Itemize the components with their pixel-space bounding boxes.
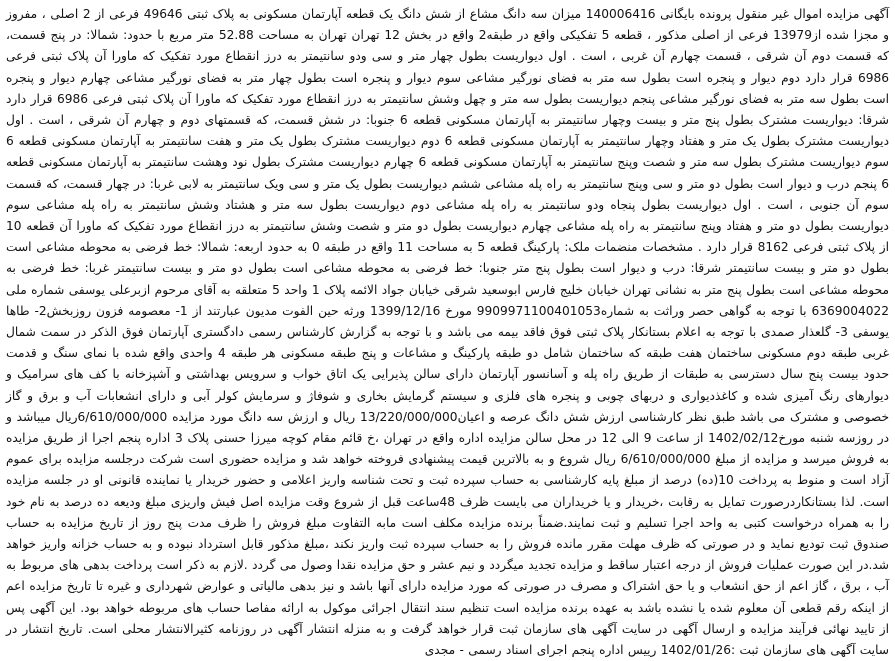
auction-notice-body: آگهی مزایده اموال غیر منقول پرونده بایگانی 140006416 میزان سه دانگ مشاع از شش دانگ یک قطعه آپارتمان مسکونی به پلاک ثبتی 49646 فرعی از 2 اصلی ، مفروز و مجزا شده از13979 فرعی از اصلی مذکور ، قطعه 5 تفکیکی واقع در طبقه2 واقع در بخش 12 تهران تهران به مساحت 52.88 متر مربع با حدود: شمالا: در پنج قسمت، که قسمت دوم آن شرقی ، قسمت چهارم آن غربی ، است . اول دیواریست بطول چهار متر و سی ودو سانتیمتر به درز انقطاع مورد تفکیک که ماورا آن پلاک ثبتی فرعی 6986 قرار دارد دوم دیوار و پنجره است بطول سه متر به فضای نورگیر مشاعی سوم دیوار و پنجره است بطول چهار متر به فضای نورگیر مشاعی چهارم دیوار و پنجره است بطول سه متر به فضای نورگیر مشاعی پنجم دیواریست بطول سه متر و چهل وشش سانتیمتر به درز انقطاع مورد تفکیک که ماورا آن پلاک ثبتی فرعی 6986 قرار دارد شرقا: دیواریست مشترک بطول پنج متر و بیست وچهار سانتیمتر به آپارتمان مسکونی قطعه 6 جنوبا: در شش قسمت، که قسمتهای دوم و چهارم آن شرقی ، است . اول دیواریست مشترک بطول یک متر و هفتاد وچهار سانتیمتر به آپارتمان مسکونی قطعه 6 دوم دیواریست مشترک بطول یک متر و هفت سانتیمتر به آپارتمان مسکونی قطعه 6 سوم دیواریست مشترک بطول سه متر و شصت وپنج سانتیمتر به آپارتمان مسکونی قطعه 6 چهارم دیواریست مشترک بطول نود وهشت سانتیمتر به آپارتمان مسکونی قطعه 6 پنجم درب و دیوار است بطول دو متر و سی وپنج سانتیمتر به راه پله مشاعی ششم دیواریست بطول یک متر و سی ویک سانتیمتر به لابی غربا: در چهار قسمت، که قسمت سوم آن جنوبی ، است . اول دیواریست بطول پنجاه ودو سانتیمتر به راه پله مشاعی دوم دیواریست بطول سه متر و هشتاد وشش سانتیمتر به راه پله مشاعی سوم دیواریست بطول دو متر و هفتاد وپنج سانتیمتر به راه پله مشاعی چهارم دیواریست بطول دو متر و شصت وشش سانتیمتر به درز انقطاع مورد تفکیک که ماورا آن قطعه 10 از پلاک ثبتی فرعی 8162 قرار دارد . مشخصات منضمات ملک: پارکینگ قطعه 5 به مساحت 11 واقع در طبقه 0 به حدود اربعه: شمالا: خط فرضی به محوطه مشاعی است بطول دو متر و بیست سانتیمتر شرقا: درب و دیوار است بطول پنج متر جنوبا: خط فرضی به محوطه مشاعی است بطول دو متر و بیست سانتیمتر غربا: خط فرضی به محوطه مشاعی است بطول پنج متر به نشانی تهران خیابان خلیج فارس ابوسعید شرقی خیابان جواد الائمه پلاک 1 واحد 5 متعلقه به آقای مرحوم ازبرعلی یوسفی شماره ملی 6369004022 با توجه به گواهی حصر وراثت به شماره9909971100401053 مورخ 1399/12/16 ورثه حین الفوت مدیون عبارتند از 1- معصومه فزون روزبخش2- طاها یوسفی 3- گلعذار صمدی با توجه به اعلام بستانکار پلاک ثبتی فوق فاقد بیمه می باشد و با توجه به گزارش کارشناس رسمی دادگستری آپارتمان فوق الذکر در سمت شمال غربی طبقه دوم مسکونی ساختمان هفت طبقه که ساختمان شامل دو طبقه پارکینگ و مشاعات و پنج طبقه مسکونی هر طبقه 4 واحدی واقع شده با نمای سنگ و قدمت حدود بیست پنج سال دسترسی به طبقات از طریق راه پله و آسانسور آپارتمان دارای سالن پذیرایی یک اتاق خواب و سرویس بهداشتی و آشپزخانه با کف های سرامیک و دیوارهای رنگ آمیزی شده و کاغذدیواری و دربهای چوبی و پنجره های فلزی و سیستم گرمایش بخاری و شوفاژ و سرمایش کولر آبی و دارای انشعابات آب و برق و گاز خصوصی و مشترک می باشد طبق نظر کارشناسی ارزش شش دانگ عرصه و اعیان13/220/000/000 ریال و ارزش سه دانگ مورد مزایده 6/610/000/000ریال میباشد و در روزسه شنبه مورخ1402/02/12 از ساعت 9 الی 12 در محل سالن مزایده اداره واقع در تهران ،خ قائم مقام کوچه میرزا حسنی پلاک 3 اداره پنجم اجرا از طریق مزایده به فروش میرسد و مزایده از مبلغ 6/610/000/000 ریال شروع و به بالاترین قیمت پیشنهادی فروخته خواهد شد و مزایده حضوری است شرکت درجلسه مزایده برای عموم آزاد است و منوط به پرداخت 10(ده) درصد از مبلغ پایه کارشناسی به حساب سپرده ثبت و تحت شناسه واریز اعلامی و حضور خریدار یا نماینده قانونی او در جلسه مزایده است. لذا بستانکاردرصورت تمایل به رقابت ،خریدار و یا خریداران می بایست ظرف 48ساعت قبل از شروع وقت مزایده اصل فیش واریزی مبلغ ودیعه ده درصد به نام خود را به همراه درخواست کتبی به واحد اجرا تسلیم و ثبت نمایند.ضمناً برنده مزایده مکلف است مابه التفاوت مبلغ فروش را ظرف مدت پنج روز از تاریخ مزایده به حساب صندوق ثبت تودیع نماید و در صورتی که ظرف مهلت مقرر مانده فروش را به حساب سپرده ثبت واریز نکند ،مبلغ مذکور قابل استرداد نبوده و به حساب خزانه واریز خواهد شد.در این صورت عملیات فروش از درجه اعتبار ساقط و مزایده تجدید میگردد و نیم عشر و حق مزایده نقدا وصول می گردد .لازم به ذکر است پرداخت بدهی های مربوط به آب ، برق ، گاز اعم از حق انشعاب و یا حق اشتراک و مصرف در صورتی که مورد مزایده دارای آنها باشد و نیز بدهی مالیاتی و عوارض شهرداری و غیره تا تاریخ مزایده اعم از اینکه رقم قطعی آن معلوم شده یا نشده باشد به عهده برنده مزایده است تنظیم سند انتقال اجرائی موکول به ارائه مفاصا حساب های مربوطه خواهد بود. این آگهی پس از تایید نهائی فرآیند مزایده و ارسال آگهی در سایت آگهی های سازمان ثبت قرار خواهد گرفت و به منزله انتشار آگهی در روزنامه کثیرالانتشار محلی است. تاریخ انتشار در سایت آگهی های سازمان ثبت :1402/01/26 رییس اداره پنجم اجرای اسناد رسمی - مجدی	[6, 7, 890, 658]
